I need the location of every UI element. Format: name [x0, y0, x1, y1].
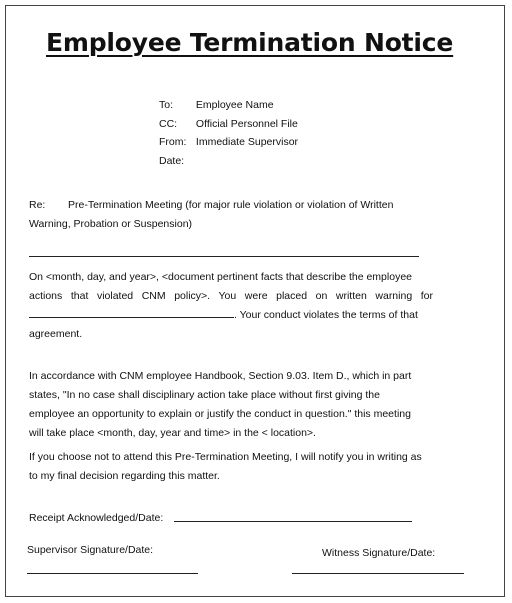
paragraph-facts-line1: On <month, day, and year>, <document pertinent facts that describe the employee [29, 271, 412, 283]
paragraph-facts-line3-text: . Your conduct violates the terms of that [234, 309, 418, 321]
memo-cc-row [159, 118, 298, 130]
memo-to-label: To: [159, 99, 174, 111]
memo-date-label: Date: [159, 155, 185, 167]
memo-from-row [159, 136, 298, 148]
paragraph-handbook-line3: employee an opportunity to explain or justify the conduct in question." this meeting [29, 408, 411, 420]
paragraph-handbook-line4: will take place <month, day, year and time> in the < location>. [29, 427, 316, 439]
paragraph-handbook-line2: states, "In no case shall disciplinary action take place without first giving the [29, 389, 380, 401]
memo-to-row [159, 99, 274, 111]
memo-date-row [159, 155, 193, 167]
supervisor-signature-label: Supervisor Signature/Date: [27, 544, 154, 556]
receipt-signature-line [174, 521, 412, 522]
memo-cc-label: CC: [159, 118, 178, 130]
paragraph-notify-line2: to my final decision regarding this matter. [29, 470, 220, 482]
paragraph-facts-line3 [29, 306, 433, 325]
re-label: Re: [29, 199, 46, 211]
supervisor-signature-line [27, 573, 198, 574]
memo-from-value: Immediate Supervisor [195, 136, 299, 148]
paragraph-facts [29, 268, 433, 344]
re-underline [29, 256, 419, 257]
memo-to-value: Employee Name [195, 99, 274, 111]
warning-blank-line [29, 308, 234, 318]
paragraph-notify-line1: If you choose not to attend this Pre-Termination Meeting, I will notify you in writing as [29, 451, 422, 463]
re-text-line1: Pre-Termination Meeting (for major rule violation or violation of Written [68, 199, 394, 211]
memo-cc-value: Official Personnel File [195, 118, 298, 130]
witness-signature-line [292, 573, 464, 574]
receipt-label: Receipt Acknowledged/Date: [29, 512, 164, 524]
paragraph-notify [29, 448, 439, 486]
paragraph-facts-line2: actions that violated CNM policy>. You were placed on written warning for [29, 290, 433, 302]
re-text-line2: Warning, Probation or Suspension) [29, 218, 193, 230]
notice-page [5, 5, 505, 597]
paragraph-handbook [29, 367, 433, 443]
memo-from-label: From: [159, 136, 187, 148]
witness-signature-label: Witness Signature/Date: [322, 547, 436, 559]
paragraph-facts-line4: agreement. [29, 328, 83, 340]
paragraph-handbook-line1: In accordance with CNM employee Handbook, Section 9.03. Item D., which in part [29, 370, 412, 382]
page-title: Employee Termination Notice [46, 28, 454, 57]
re-section [29, 196, 489, 234]
